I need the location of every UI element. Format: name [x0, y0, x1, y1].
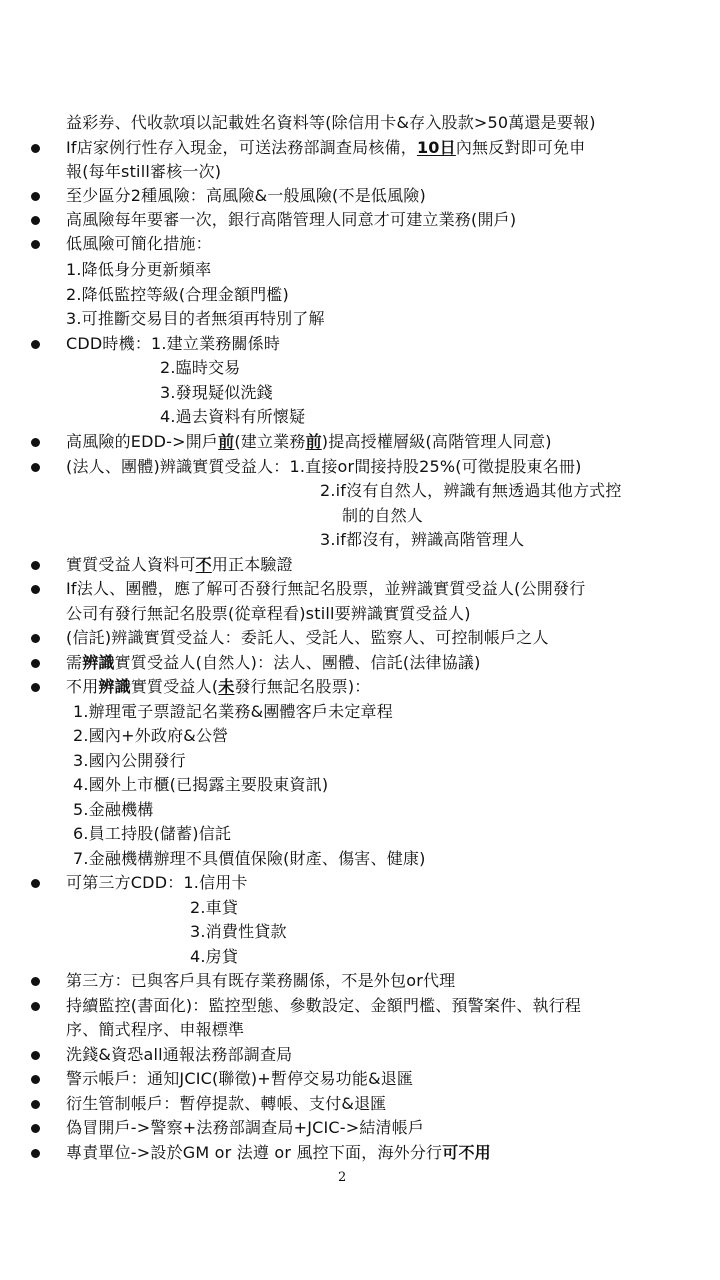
- text-line: 益彩券、代收款項以記載姓名資料等(除信用卡&存入股款>50萬還是要報): [66, 113, 596, 132]
- bullet-icon: [31, 1100, 40, 1109]
- text-line: 高風險每年要審一次，銀行高階管理人同意才可建立業務(開戶): [66, 210, 517, 229]
- text-line: 報(每年still審核一次): [66, 162, 222, 181]
- text-line: 1.降低身分更新頻率: [66, 260, 212, 279]
- text-line: 3.可推斷交易目的者無須再特別了解: [66, 309, 325, 328]
- emphasis-text: 可不用: [442, 1143, 491, 1162]
- text-line: 第三方：已與客戶具有既存業務關係，不是外包or代理: [66, 971, 456, 990]
- bullet-icon: [31, 561, 40, 570]
- text-line: 洗錢&資恐all通報法務部調查局: [66, 1045, 293, 1064]
- emphasis-text: 未: [218, 677, 235, 696]
- bullet-icon: [31, 144, 40, 153]
- bullet-icon: [31, 1051, 40, 1060]
- emphasis-text: 辨識: [98, 677, 131, 696]
- text-line: 2.臨時交易: [160, 358, 241, 377]
- text-line: 3.國內公開發行: [73, 751, 186, 770]
- text-line: 3.發現疑似洗錢: [160, 383, 273, 402]
- text-line: 2.車貸: [190, 898, 239, 917]
- bullet-icon: [31, 438, 40, 447]
- text-line: (法人、團體)辨識實質受益人：1.直接or間接持股25%(可徵提股東名冊): [66, 457, 582, 476]
- text-line: 高風險的EDD->開戶前(建立業務前)提高授權層級(高階管理人同意): [66, 432, 552, 451]
- bullet-icon: [31, 659, 40, 668]
- emphasis-text: 10日: [416, 138, 456, 157]
- text-line: 7.金融機構辦理不具價值保險(財產、傷害、健康): [73, 849, 426, 868]
- text-line: 專責單位->設於GM or 法遵 or 風控下面，海外分行可不用: [66, 1143, 491, 1162]
- emphasis-text: 前: [305, 432, 322, 451]
- text-line: 2.if沒有自然人，辨識有無透過其他方式控: [320, 481, 622, 500]
- page-number: 2: [338, 1170, 347, 1185]
- bullet-icon: [31, 1124, 40, 1133]
- emphasis-text: 辨識: [82, 653, 115, 672]
- text-line: 衍生管制帳戶：暫停提款、轉帳、支付&退匯: [66, 1094, 387, 1113]
- text-line: 警示帳戶：通知JCIC(聯徵)+暫停交易功能&退匯: [66, 1069, 414, 1088]
- text-line: CDD時機：1.建立業務關係時: [66, 334, 281, 353]
- text-line: 6.員工持股(儲蓄)信託: [73, 824, 232, 843]
- emphasis-text: 不: [195, 555, 212, 574]
- bullet-icon: [31, 1002, 40, 1011]
- text-line: 3.消費性貸款: [190, 922, 287, 941]
- text-line: If法人、團體，應了解可否發行無記名股票，並辨識實質受益人(公開發行: [66, 579, 586, 598]
- text-line: 5.金融機構: [73, 800, 154, 819]
- bullet-icon: [31, 340, 40, 349]
- text-line: 制的自然人: [342, 506, 424, 525]
- bullet-icon: [31, 1149, 40, 1158]
- bullet-icon: [31, 879, 40, 888]
- text-line: If店家例行性存入現金，可送法務部調查局核備，10日內無反對即可免申: [66, 138, 586, 157]
- text-line: 需辨識實質受益人(自然人)：法人、團體、信託(法律協議): [66, 653, 481, 672]
- bullet-icon: [31, 240, 40, 249]
- bullet-icon: [31, 192, 40, 201]
- text-line: 持續監控(書面化)：監控型態、參數設定、金額門檻、預警案件、執行程: [66, 996, 582, 1015]
- bullet-icon: [31, 683, 40, 692]
- text-line: 4.國外上市櫃(已揭露主要股東資訊): [73, 775, 329, 794]
- text-line: 實質受益人資料可不用正本驗證: [66, 555, 293, 574]
- bullet-icon: [31, 463, 40, 472]
- text-line: 2.國內+外政府&公營: [73, 726, 229, 745]
- emphasis-text: 前: [218, 432, 235, 451]
- text-line: 不用辨識實質受益人(未發行無記名股票)：: [66, 677, 371, 696]
- text-line: 低風險可簡化措施：: [66, 234, 212, 253]
- bullet-icon: [31, 216, 40, 225]
- bullet-icon: [31, 977, 40, 986]
- text-line: 4.房貸: [190, 947, 239, 966]
- text-line: 1.辦理電子票證記名業務&團體客戶未定章程: [73, 702, 393, 721]
- text-line: (信託)辨識實質受益人：委託人、受託人、監察人、可控制帳戶之人: [66, 628, 549, 647]
- text-line: 至少區分2種風險：高風險&一般風險(不是低風險): [66, 186, 426, 205]
- text-line: 序、簡式程序、申報標準: [66, 1020, 245, 1039]
- bullet-icon: [31, 585, 40, 594]
- text-line: 可第三方CDD：1.信用卡: [66, 873, 248, 892]
- text-line: 偽冒開戶->警察+法務部調查局+JCIC->結清帳戶: [66, 1118, 425, 1137]
- text-line: 公司有發行無記名股票(從章程看)still要辨識實質受益人): [66, 604, 471, 623]
- text-line: 3.if都沒有，辨識高階管理人: [320, 530, 525, 549]
- bullet-icon: [31, 634, 40, 643]
- bullet-icon: [31, 1075, 40, 1084]
- text-line: 2.降低監控等級(合理金額門檻): [66, 285, 289, 304]
- text-line: 4.過去資料有所懷疑: [160, 407, 306, 426]
